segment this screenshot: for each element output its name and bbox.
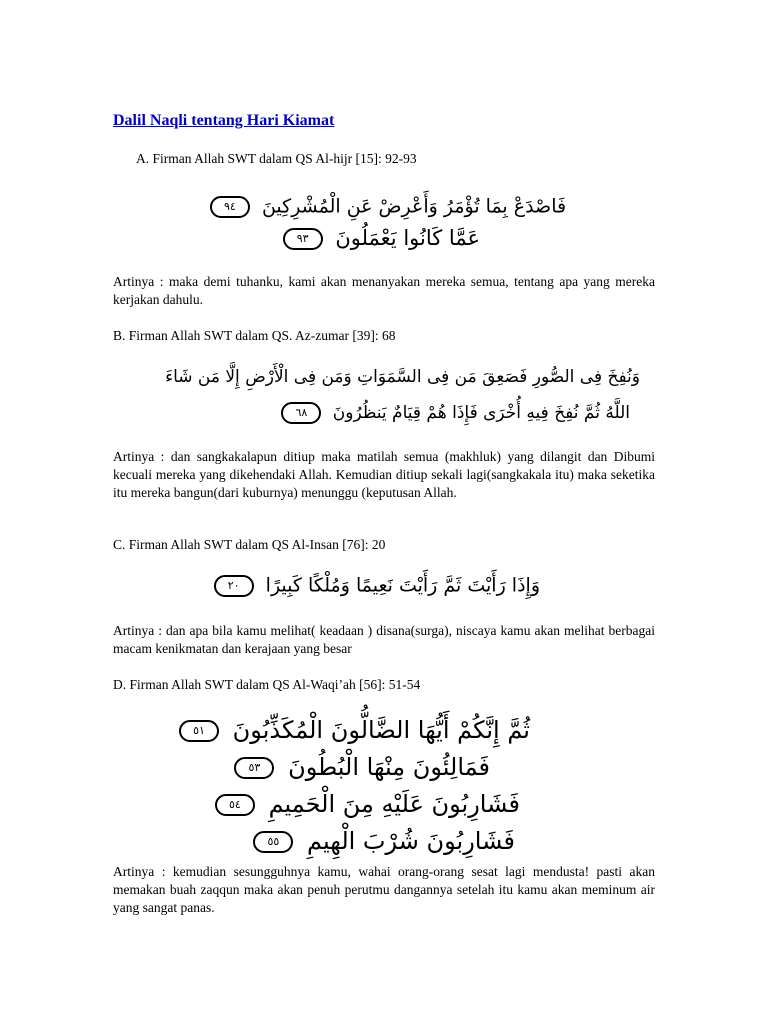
verse-number-marker: ٥٤: [215, 794, 255, 816]
section-d-arabic-line-3: [229, 790, 520, 818]
section-d-arabic-line-2: [248, 753, 490, 781]
section-b-translation: Artinya : dan sangkakalapun ditiup maka matilah semua (makhluk) yang dilangit dan Dibumi kecuali mereka yang dikehendaki Allah. Kemudian ditiup sekali lagi(sangkakala itu) maka seketika itu mereka bangun(dari kuburnya) menunggu (keputusan Allah.: [113, 449, 655, 500]
section-d-heading: D. Firman Allah SWT dalam QS Al-Waqi’ah [56]: 51-54: [113, 677, 421, 692]
section-c-arabic-line-1: [228, 575, 540, 597]
verse-number-marker: ٥٣: [234, 757, 274, 779]
section-d-arabic-line-1: [193, 716, 530, 744]
arabic-verse-text: فَاصْدَعْ بِمَا تُؤْمَرُ وَأَعْرِضْ عَنِ الْمُشْرِكِينَ: [261, 195, 567, 218]
verse-number-marker: ٢٠: [214, 575, 254, 597]
arabic-verse-text: وَإِذَا رَأَيْتَ ثَمَّ رَأَيْتَ نَعِيمًا وَمُلْكًا كَبِيرًا: [265, 574, 540, 597]
arabic-verse-text: عَمَّا كَانُوا يَعْمَلُونَ: [335, 226, 480, 250]
section-c-translation: Artinya : dan apa bila kamu melihat( keadaan ) disana(surga), niscaya kamu akan melihat berbagai macam kenikmatan dan kerajaan yang besar: [113, 623, 655, 656]
verse-number-marker: ٩٤: [210, 196, 250, 218]
verse-number-marker: ٥٥: [253, 831, 293, 853]
section-b-arabic-line-1: [165, 367, 640, 387]
arabic-verse-text: وَنُفِخَ فِى الصُّورِ فَصَعِقَ مَن فِى السَّمَوَاتِ وَمَن فِى الْأَرْضِ إِلَّا مَن شَاءَ: [165, 367, 640, 387]
section-a-translation: Artinya : maka demi tuhanku, kami akan menanyakan mereka semua, tentang apa yang mereka kerjakan dahulu.: [113, 274, 655, 307]
section-d-arabic-line-4: [267, 827, 515, 855]
arabic-verse-text: فَمَالِئُونَ مِنْهَا الْبُطُونَ: [288, 753, 490, 781]
verse-number-marker: ٦٨: [281, 402, 321, 424]
verse-number-marker: ٩٣: [283, 228, 323, 250]
section-a-arabic-line-1: [200, 196, 570, 218]
arabic-verse-text: فَشَارِبُونَ عَلَيْهِ مِنَ الْحَمِيمِ: [268, 790, 520, 818]
verse-number-marker: ٥١: [179, 720, 219, 742]
section-d-translation: Artinya : kemudian sesungguhnya kamu, wahai orang-orang sesat lagi mendusta! pasti akan memakan buah zaqqun maka akan penuh perutmu dangannya setelah itu kamu akan meminum air yang sangat panas.: [113, 864, 655, 915]
section-a-arabic-line-2: [296, 226, 480, 250]
arabic-verse-text: ثُمَّ إِنَّكُمْ أَيُّهَا الضَّالُّونَ الْمُكَذِّبُونَ: [232, 716, 530, 744]
section-a-heading: A. Firman Allah SWT dalam QS Al-hijr [15]: 92-93: [136, 151, 417, 166]
arabic-verse-text: فَشَارِبُونَ شُرْبَ الْهِيمِ: [307, 827, 515, 855]
page-title[interactable]: Dalil Naqli tentang Hari Kiamat: [113, 112, 335, 129]
section-b-heading: B. Firman Allah SWT dalam QS. Az-zumar [39]: 68: [113, 328, 396, 343]
arabic-verse-text: اللَّهُ ثُمَّ نُفِخَ فِيهِ أُخْرَى فَإِذَا هُمْ قِيَامٌ يَنظُرُونَ: [332, 403, 630, 423]
section-c-heading: C. Firman Allah SWT dalam QS Al-Insan [76]: 20: [113, 537, 386, 552]
section-b-arabic-line-2: [285, 402, 630, 424]
